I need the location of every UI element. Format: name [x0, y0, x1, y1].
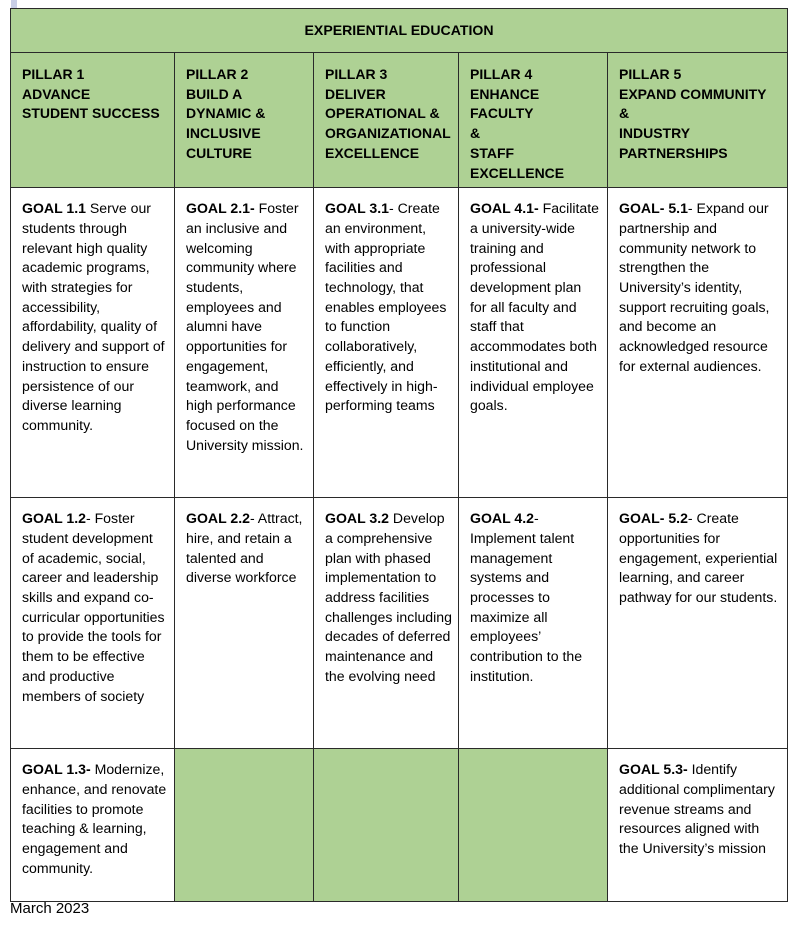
goal-cell	[314, 188, 459, 498]
goal-code: GOAL 1.3-	[22, 761, 91, 778]
goal-code: GOAL 3.1	[325, 200, 389, 217]
goal-text: Facilitate a university-wide training and professional development plan for all faculty and staff that accommodates both institutional and individual employee goals.	[470, 200, 599, 414]
empty-goal-cell	[175, 749, 314, 902]
goal-text: - Expand our partnership and community network to strengthen the University’s identity, support recruiting goals, and become an acknowledged resource for external audiences.	[619, 200, 770, 374]
pillar-header-line: BUILD A	[186, 85, 243, 102]
empty-goal-cell	[314, 749, 459, 902]
goal-cell	[11, 749, 175, 902]
goal-row-1	[11, 188, 788, 498]
empty-goal-cell	[459, 749, 608, 902]
pillar-header-line: PILLAR 2	[186, 66, 249, 82]
goal-code: GOAL 2.2	[186, 510, 250, 527]
pillar-header-line: EXCELLENCE	[325, 144, 420, 161]
goal-code: GOAL 1.2	[22, 510, 86, 527]
goal-code: GOAL- 5.1	[619, 200, 688, 217]
pillar-header-line: PARTNERSHIPS	[619, 144, 728, 161]
pillar-row	[11, 53, 788, 188]
goal-cell	[608, 498, 788, 749]
title-row	[11, 9, 788, 53]
pillar-2-header	[175, 53, 314, 188]
pillar-header-line: &	[619, 105, 630, 122]
goal-code: GOAL 1.1	[22, 200, 86, 217]
goal-row-3	[11, 749, 788, 902]
pillar-header-line: DELIVER	[325, 85, 386, 102]
goal-text: - Create an environment, with appropriate facilities and technology, that enables employees to function collaboratively, efficiently, and effectively in high-performing teams	[325, 200, 447, 414]
goal-code: GOAL 3.2	[325, 510, 389, 527]
goal-cell	[314, 498, 459, 749]
goal-cell	[175, 498, 314, 749]
pillar-header-line: PILLAR 1	[22, 66, 85, 82]
goal-cell	[11, 498, 175, 749]
pillar-header-line: INCLUSIVE	[186, 125, 261, 142]
goal-cell	[459, 498, 608, 749]
strategic-plan-table	[10, 8, 788, 902]
pillar-header-line: STUDENT SUCCESS	[22, 105, 160, 122]
pillar-header-line: PILLAR 3	[325, 66, 388, 82]
goal-code: GOAL 5.3-	[619, 761, 688, 778]
goal-code: GOAL 4.2	[470, 510, 534, 527]
goal-cell	[608, 188, 788, 498]
pillar-header-line: OPERATIONAL &	[325, 105, 440, 122]
pillar-header-line: DYNAMIC &	[186, 105, 266, 122]
pillar-3-header	[314, 53, 459, 188]
goal-text: Develop a comprehensive plan with phased implementation to address facilities challenges including decades of deferred maintenance and the evolving need	[325, 510, 452, 684]
pillar-header-line: INDUSTRY	[619, 125, 691, 142]
pillar-header-line: ADVANCE	[22, 85, 91, 102]
pillar-4-header	[459, 53, 608, 188]
pillar-header-line: PILLAR 4	[470, 66, 533, 82]
pillar-header-line: EXPAND COMMUNITY	[619, 85, 767, 102]
goal-cell	[608, 749, 788, 902]
pillar-header-line: PILLAR 5	[619, 66, 682, 82]
goal-text: Serve our students through relevant high quality academic programs, with strategies for accessibility, affordability, quality of delivery and support of instruction to ensure persistence of our diverse learning community.	[22, 200, 165, 433]
pillar-1-header	[11, 53, 175, 188]
pillar-header-line: ORGANIZATIONAL	[325, 125, 451, 142]
goal-text: - Create opportunities for engagement, experiential learning, and career pathway for our students.	[619, 510, 778, 606]
goal-row-2	[11, 498, 788, 749]
goal-text: Modernize, enhance, and renovate facilities to promote teaching & learning, engagement and community.	[22, 761, 167, 876]
goal-cell	[459, 188, 608, 498]
goal-text: Foster an inclusive and welcoming community where students, employees and alumni have opportunities for engagement, teamwork, and high performance focused on the University mission.	[186, 200, 304, 453]
pillar-5-header	[608, 53, 788, 188]
goal-text: - Attract, hire, and retain a talented and diverse workforce	[186, 510, 303, 586]
goal-code: GOAL 2.1-	[186, 200, 255, 217]
goal-text: Identify additional complimentary revenue streams and resources aligned with the University’s mission	[619, 761, 775, 857]
pillar-header-line: ENHANCE FACULTY	[470, 85, 540, 122]
pillar-header-line: &	[470, 125, 481, 142]
goal-code: GOAL 4.1-	[470, 200, 539, 217]
pillar-header-line: CULTURE	[186, 144, 252, 161]
goal-cell	[11, 188, 175, 498]
table-title: EXPERIENTIAL EDUCATION	[11, 9, 788, 53]
goal-code: GOAL- 5.2	[619, 510, 688, 527]
goal-text: - Implement talent management systems and processes to maximize all employees’ contribution to the institution.	[470, 510, 583, 684]
footer-date: March 2023	[10, 900, 90, 917]
pillar-header-line: STAFF EXCELLENCE	[470, 144, 565, 181]
goal-text: - Foster student development of academic, social, career and leadership skills and expand co-curricular opportunities to provide the tools for them to be effective and productive members of society	[22, 510, 165, 704]
goal-cell	[175, 188, 314, 498]
